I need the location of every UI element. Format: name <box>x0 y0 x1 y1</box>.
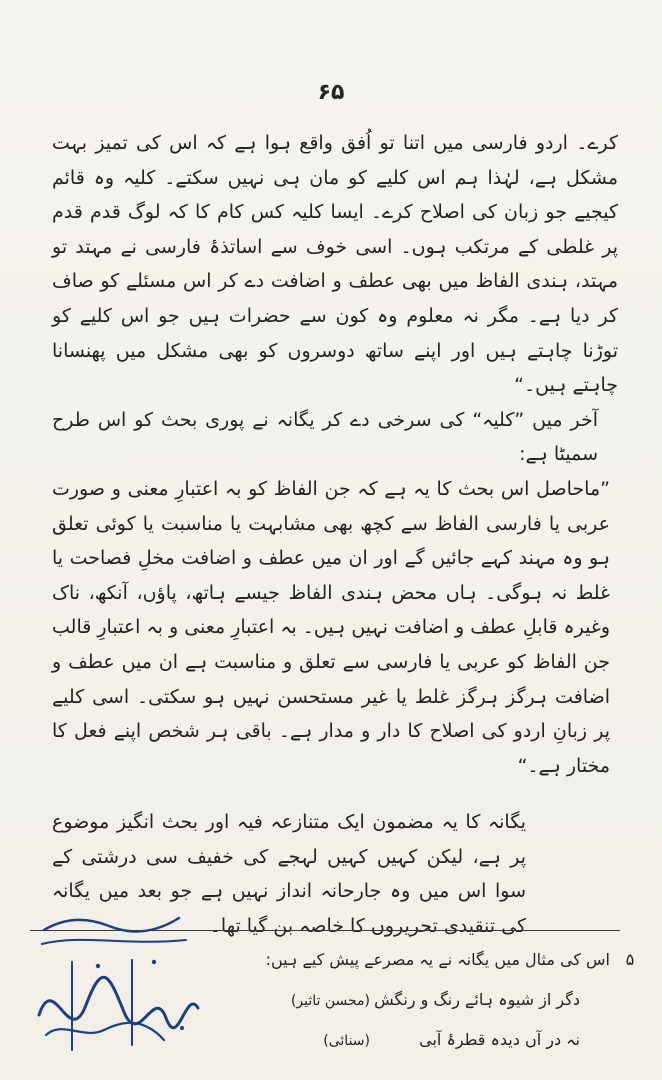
paragraph-quote-continuation: کرے۔ اردو فارسی میں اتنا تو اُفق واقع ہوا ہے کہ اس کی تمیز بہت مشکل ہے، لہٰذا ہم اس کلیے کو مان ہی نہیں سکتے۔ کلیہ وہ قائم کیجیے جو زبان کی اصلاح کرے۔ ایسا کلیہ کس کام کا کہ لوگ قدم قدم پر غلطی کے مرتکب ہوں۔ اسی خوف سے اساتذۂ فارسی نے مہتد تو مہتد، ہندی الفاظ میں بھی عطف و اضافت دے کر اس مسئلے کو صاف کر دیا ہے۔ مگر نہ معلوم وہ کون سے حضرات ہیں جو اس کلیے کو توڑنا چاہتے ہیں اور اپنے ساتھ دوسروں کو بھی مشکل میں پھنسانا چاہتے ہیں۔“ <box>52 132 618 397</box>
page-number: ۶۵ <box>317 80 345 105</box>
verse-attribution: (سنائی) <box>323 1033 370 1049</box>
paragraph-block-quote: ”ماحاصل اس بحث کا یہ ہے کہ جن الفاظ کو بہ اعتبارِ معنی و صورت عربی یا فارسی الفاظ سے کچھ بھی مشابہت یا مناسبت یا کوئی تعلق ہو وہ مہند کہے جائیں گے اور ان میں عطف و اضافت مخلِ فصاحت یا غلط نہ ہوگی۔ ہاں محض ہندی الفاظ جیسے ہاتھ، پاؤں، آنکھ، ناک وغیرہ قابلِ عطف و اضافت نہیں ہیں۔ بہ اعتبارِ معنی و بہ اعتبارِ قالب جن الفاظ کو عربی یا فارسی سے تعلق و مناسبت ہے ان میں عطف و اضافت ہرگز ہرگز غلط یا غیر مستحسن نہیں ہو سکتی۔ اسی کلیے پر زبانِ اردو کی اصلاح کا دار و مدار ہے۔ باقی ہر شخص اپنے فعل کا مختار ہے۔“ <box>52 477 610 777</box>
verse-text: نہ در آں دیدہ قطرۂ آبی <box>419 1030 580 1049</box>
body-text <box>52 126 618 944</box>
verse-attribution: (محسن تاثیر) <box>290 993 370 1009</box>
footnote-marker: ۵ <box>625 950 635 969</box>
stamp-graphic <box>14 900 214 1070</box>
footnote-intro: اس کی مثال میں یگانہ نے یہ مصرعے پیش کیے ہیں: <box>265 950 610 969</box>
paragraph-quote-intro: آخر میں ”کلیہ“ کی سرخی دے کر یگانہ نے پوری بحث کو اس طرح سمیٹا ہے: <box>52 408 598 466</box>
paragraph-closing: یگانہ کا یہ مضمون ایک متنازعہ فیہ اور بحث انگیز موضوع پر ہے، لیکن کہیں کہیں لہجے کی خفیف سی درشتی کے سوا اس میں وہ جارحانہ انداز نہیں ہے جو بعد میں یگانہ کی تنقیدی تحریروں کا خاصہ بن گیا تھا۔ <box>52 811 526 938</box>
verse-text: دگر از شیوہ ہائے رنگ و رنگش <box>374 990 580 1009</box>
ink-stamp <box>14 900 214 1070</box>
